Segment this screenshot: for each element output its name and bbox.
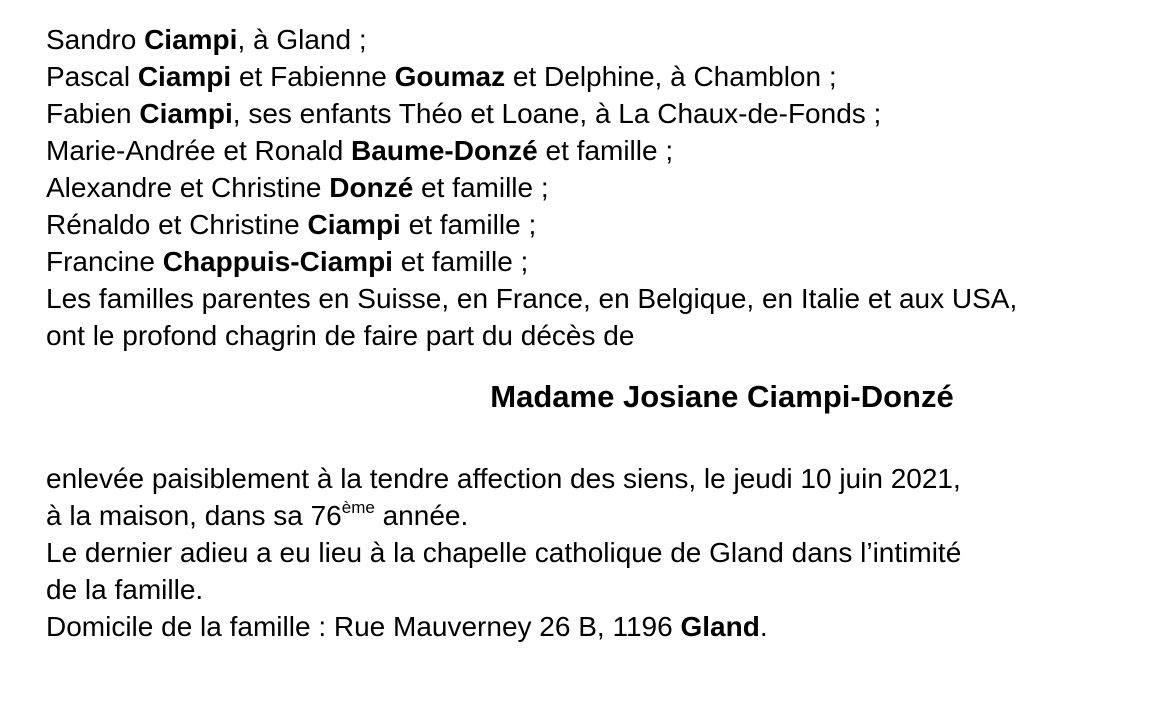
text-segment: et famille ;: [400, 209, 537, 240]
text-segment: Sandro: [46, 24, 145, 55]
text-line: [46, 21, 1145, 58]
text-segment: Chappuis-Ciampi: [162, 246, 393, 277]
text-segment: Domicile de la famille : Rue Mauverney 26 B, 1196: [46, 611, 681, 642]
text-segment: , ses enfants Théo et Loane, à La Chaux-de-Fonds ;: [232, 98, 882, 129]
text-segment: et Delphine, à Chamblon ;: [505, 61, 837, 92]
text-segment: et Fabienne: [231, 61, 395, 92]
text-segment: Marie-Andrée et Ronald: [46, 135, 352, 166]
text-segment: enlevée paisiblement à la tendre affection des siens, le jeudi 10 juin 2021,: [46, 463, 961, 494]
text-segment: Ciampi: [307, 209, 401, 240]
text-line: [46, 169, 1145, 206]
text-segment: Ciampi: [144, 24, 238, 55]
text-segment: Donzé: [329, 172, 414, 203]
text-line: [46, 95, 1145, 132]
deceased-name-title: Madame Josiane Ciampi-Donzé: [490, 379, 954, 414]
text-segment: ème: [341, 498, 375, 517]
text-segment: Les familles parentes en Suisse, en France, en Belgique, en Italie et aux USA,: [46, 283, 1018, 314]
text-segment: à la maison, dans sa 76: [46, 500, 342, 531]
text-line: [46, 206, 1145, 243]
text-segment: ont le profond chagrin de faire part du décès de: [46, 320, 635, 351]
text-segment: , à Gland ;: [237, 24, 367, 55]
text-line: [46, 608, 1145, 645]
text-line: [46, 317, 1145, 354]
text-line: [46, 58, 1145, 95]
text-segment: année.: [374, 500, 469, 531]
text-segment: Goumaz: [394, 61, 506, 92]
text-segment: Pascal: [46, 61, 138, 92]
text-line: [46, 534, 1145, 571]
text-segment: Ciampi: [139, 98, 233, 129]
text-line: [46, 460, 1145, 497]
text-line: [46, 571, 1145, 608]
closing-lines: [46, 460, 1145, 645]
text-segment: Baume-Donzé: [351, 135, 538, 166]
text-segment: Alexandre et Christine: [46, 172, 330, 203]
text-segment: Rénaldo et Christine: [46, 209, 308, 240]
text-line: [46, 132, 1145, 169]
text-segment: Francine: [46, 246, 163, 277]
text-segment: Le dernier adieu a eu lieu à la chapelle catholique de Gland dans l’intimité: [46, 537, 962, 568]
text-line: [46, 243, 1145, 280]
text-segment: et famille ;: [413, 172, 549, 203]
text-line: [46, 497, 1145, 534]
text-segment: Ciampi: [137, 61, 232, 92]
text-segment: et famille ;: [392, 246, 529, 277]
text-segment: Fabien: [46, 98, 140, 129]
family-lines: [46, 21, 1145, 354]
text-segment: Gland: [680, 611, 760, 642]
text-line: [46, 280, 1145, 317]
text-segment: et famille ;: [537, 135, 674, 166]
text-segment: de la famille.: [46, 574, 204, 605]
text-segment: .: [759, 611, 768, 642]
